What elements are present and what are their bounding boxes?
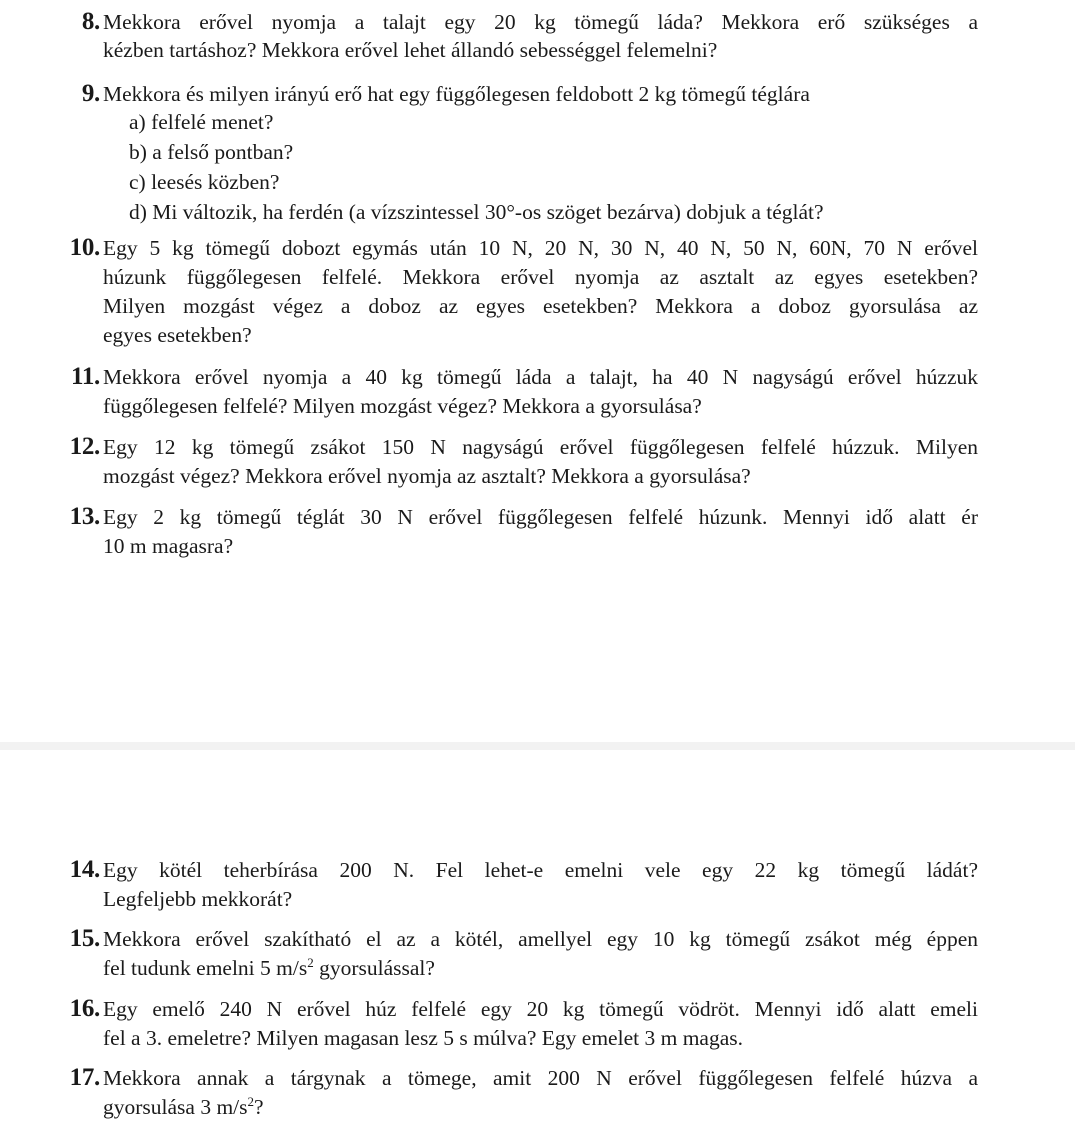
problem-number: 12.: [69, 433, 100, 460]
problem-text-line: Mekkora és milyen irányú erő hat egy függőlegesen feldobott 2 kg tömegű téglára: [103, 82, 810, 106]
problem-number: 17.: [69, 1064, 100, 1091]
problem-text-line: [103, 1093, 978, 1121]
problem-text-line: Mekkora erővel nyomja a 40 kg tömegű láda a talajt, ha 40 N nagyságú erővel húzzuk: [103, 365, 978, 389]
problem-text-line: Egy emelő 240 N erővel húz felfelé egy 20 kg tömegű vödröt. Mennyi idő alatt emeli: [103, 997, 978, 1021]
problem-text-line: 10 m magasra?: [103, 534, 234, 558]
problem-text-line: húzunk függőlegesen felfelé. Mekkora erővel nyomja az asztalt az egyes esetekben?: [103, 265, 978, 289]
problem-text-line: Egy 12 kg tömegű zsákot 150 N nagyságú erővel függőlegesen felfelé húzzuk. Milyen: [103, 435, 978, 459]
text-segment: gyorsulással?: [313, 956, 435, 980]
problem-number: 8.: [81, 8, 100, 35]
problem-text-line: Egy 5 kg tömegű dobozt egymás után 10 N, 20 N, 30 N, 40 N, 50 N, 60N, 70 N erővel: [103, 236, 978, 260]
superscript: 2: [307, 955, 314, 970]
problem-text-line: Legfeljebb mekkorát?: [103, 887, 293, 911]
problem-text-line: Mekkora erővel nyomja a talajt egy 20 kg tömegű láda? Mekkora erő szükséges a: [103, 10, 978, 34]
problem-number: 11.: [71, 363, 100, 390]
superscript: 2: [247, 1094, 255, 1109]
problem-text-line: Mekkora annak a tárgynak a tömege, amit 200 N erővel függőlegesen felfelé húzva a: [103, 1066, 978, 1090]
problem-number: 9.: [81, 80, 100, 107]
problem-text-line: Mekkora erővel szakítható el az a kötél, amellyel egy 10 kg tömegű zsákot még éppen: [103, 927, 978, 951]
problem-text-line: Egy 2 kg tömegű téglát 30 N erővel függőlegesen felfelé húzunk. Mennyi idő alatt ér: [103, 505, 978, 529]
problem-text-line: egyes esetekben?: [103, 323, 252, 347]
problem-number: 13.: [69, 503, 100, 530]
text-segment: gyorsulása 3 m/s: [103, 1095, 248, 1119]
text-segment: fel tudunk emelni 5 m/s: [103, 956, 308, 980]
subitem-b: b) a felső pontban?: [129, 140, 294, 164]
problem-text-line: függőlegesen felfelé? Milyen mozgást végez? Mekkora a gyorsulása?: [103, 394, 702, 418]
problem-text-line: kézben tartáshoz? Mekkora erővel lehet állandó sebességgel felemelni?: [103, 38, 718, 62]
problem-text-line: fel a 3. emeletre? Milyen magasan lesz 5 s múlva? Egy emelet 3 m magas.: [103, 1026, 743, 1050]
problem-text-line: [103, 954, 978, 982]
subitem-c: c) leesés közben?: [129, 170, 280, 194]
problem-text-line: mozgást végez? Mekkora erővel nyomja az asztalt? Mekkora a gyorsulása?: [103, 464, 751, 488]
problem-number: 16.: [69, 995, 100, 1022]
problem-number: 10.: [69, 234, 100, 261]
text-segment: ?: [254, 1095, 264, 1119]
problem-text-line: Milyen mozgást végez a doboz az egyes esetekben? Mekkora a doboz gyorsulása az: [103, 294, 978, 318]
subitem-a: a) felfelé menet?: [129, 110, 274, 134]
subitem-d: d) Mi változik, ha ferdén (a vízszintessel 30°-os szöget bezárva) dobjuk a téglát?: [129, 200, 824, 224]
problem-number: 14.: [69, 856, 100, 883]
page-divider: [0, 742, 1075, 750]
document-page-bottom: [0, 750, 1075, 1126]
problem-text-line: Egy kötél teherbírása 200 N. Fel lehet-e emelni vele egy 22 kg tömegű ládát?: [103, 858, 978, 882]
problem-number: 15.: [69, 925, 100, 952]
